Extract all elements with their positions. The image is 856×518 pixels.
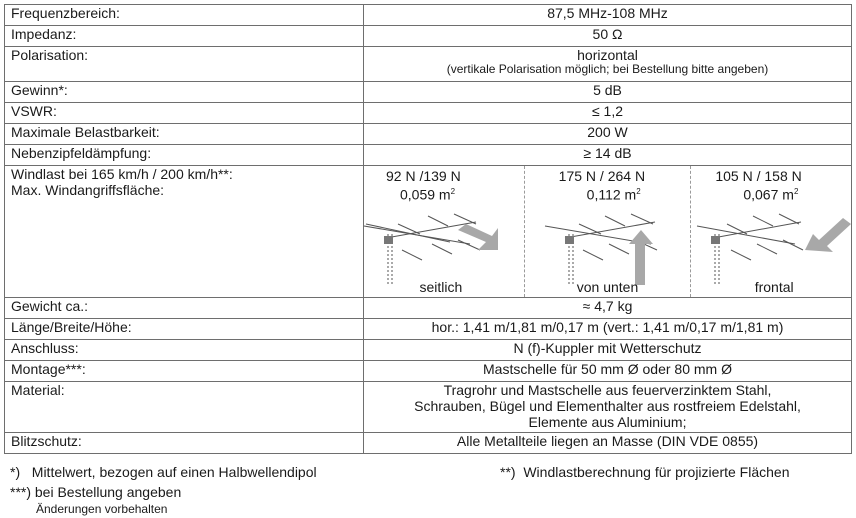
label-impedance: Impedanz: — [5, 26, 364, 47]
wind-area-front: 0,067 m — [743, 186, 794, 203]
wind-area-below: 0,112 m — [586, 186, 637, 203]
value-power: 200 W — [364, 124, 852, 145]
unit-superscript: 2 — [450, 187, 456, 196]
label-windload-cell — [5, 166, 364, 298]
value-polarisation-cell — [364, 47, 852, 82]
footnote-windload: **) Windlastberechnung für projizierte Flächen — [500, 464, 790, 480]
row-polarisation — [5, 47, 852, 82]
row-sidelobe — [5, 145, 852, 166]
value-frequency: 87,5 MHz-108 MHz — [364, 5, 852, 26]
material-line-1: Tragrohr und Mastschelle aus feuerverzinktem Stahl, — [443, 382, 772, 398]
label-frequency: Frequenzbereich: — [5, 5, 364, 26]
row-weight — [5, 298, 852, 319]
wind-caption-below: von unten — [576, 279, 639, 295]
label-material: Material: — [5, 382, 364, 433]
spec-table — [4, 4, 852, 454]
wind-force-front: 105 N / 158 N — [715, 168, 802, 184]
row-power — [5, 124, 852, 145]
label-polarisation: Polarisation: — [5, 47, 364, 82]
row-impedance — [5, 26, 852, 47]
unit-superscript: 2 — [793, 187, 799, 196]
polarisation-note: (vertikale Polarisation möglich; bei Bestellung bitte angeben) — [446, 62, 769, 76]
value-weight: ≈ 4,7 kg — [364, 298, 852, 319]
row-vswr — [5, 103, 852, 124]
label-gain: Gewinn*: — [5, 82, 364, 103]
row-frequency — [5, 5, 852, 26]
label-windarea: Max. Windangriffsfläche: — [11, 182, 165, 198]
value-sidelobe: ≥ 14 dB — [364, 145, 852, 166]
row-connector — [5, 340, 852, 361]
row-dimensions — [5, 319, 852, 340]
value-impedance: 50 Ω — [364, 26, 852, 47]
footnote-order: ***) bei Bestellung angeben — [10, 484, 182, 500]
wind-caption-front: frontal — [754, 279, 794, 295]
label-power: Maximale Belastbarkeit: — [5, 124, 364, 145]
value-gain: 5 dB — [364, 82, 852, 103]
antenna-below-illustration — [525, 210, 691, 285]
wind-column-side — [358, 166, 525, 297]
windload-cell — [364, 166, 852, 298]
material-line-2: Schrauben, Bügel und Elementhalter aus rostfreiem Edelstahl, — [414, 398, 801, 414]
wind-column-below — [525, 166, 692, 297]
unit-superscript: 2 — [636, 187, 641, 196]
label-weight: Gewicht ca.: — [5, 298, 364, 319]
value-material — [364, 382, 852, 433]
row-gain — [5, 82, 852, 103]
value-polarisation: horizontal — [577, 47, 638, 63]
row-lightning — [5, 433, 852, 454]
label-mounting: Montage***: — [5, 361, 364, 382]
wind-column-front — [691, 166, 856, 297]
label-lightning: Blitzschutz: — [5, 433, 364, 454]
value-lightning: Alle Metallteile liegen an Masse (DIN VDE 0855) — [364, 433, 852, 454]
wind-caption-side: seitlich — [419, 279, 463, 295]
value-mounting: Mastschelle für 50 mm Ø oder 80 mm Ø — [364, 361, 852, 382]
label-dimensions: Länge/Breite/Höhe: — [5, 319, 364, 340]
label-sidelobe: Nebenzipfeldämpfung: — [5, 145, 364, 166]
antenna-side-illustration — [358, 210, 524, 285]
row-material — [5, 382, 852, 433]
wind-force-below: 175 N / 264 N — [558, 168, 646, 184]
wind-area-side: 0,059 m — [400, 186, 451, 203]
label-vswr: VSWR: — [5, 103, 364, 124]
row-windload — [5, 166, 852, 298]
value-dimensions: hor.: 1,41 m/1,81 m/0,17 m (vert.: 1,41 m/0,17 m/1,81 m) — [364, 319, 852, 340]
material-line-3: Elemente aus Aluminium; — [528, 414, 687, 430]
antenna-front-illustration — [691, 210, 856, 285]
value-vswr: ≤ 1,2 — [364, 103, 852, 124]
label-windload: Windlast bei 165 km/h / 200 km/h**: — [11, 166, 233, 182]
footnote-changes: Änderungen vorbehalten — [36, 502, 168, 516]
label-connector: Anschluss: — [5, 340, 364, 361]
wind-force-side: 92 N /139 N — [386, 168, 461, 184]
value-connector: N (f)-Kuppler mit Wetterschutz — [364, 340, 852, 361]
footnote-gain: *) Mittelwert, bezogen auf einen Halbwellendipol — [10, 464, 317, 480]
row-mounting — [5, 361, 852, 382]
